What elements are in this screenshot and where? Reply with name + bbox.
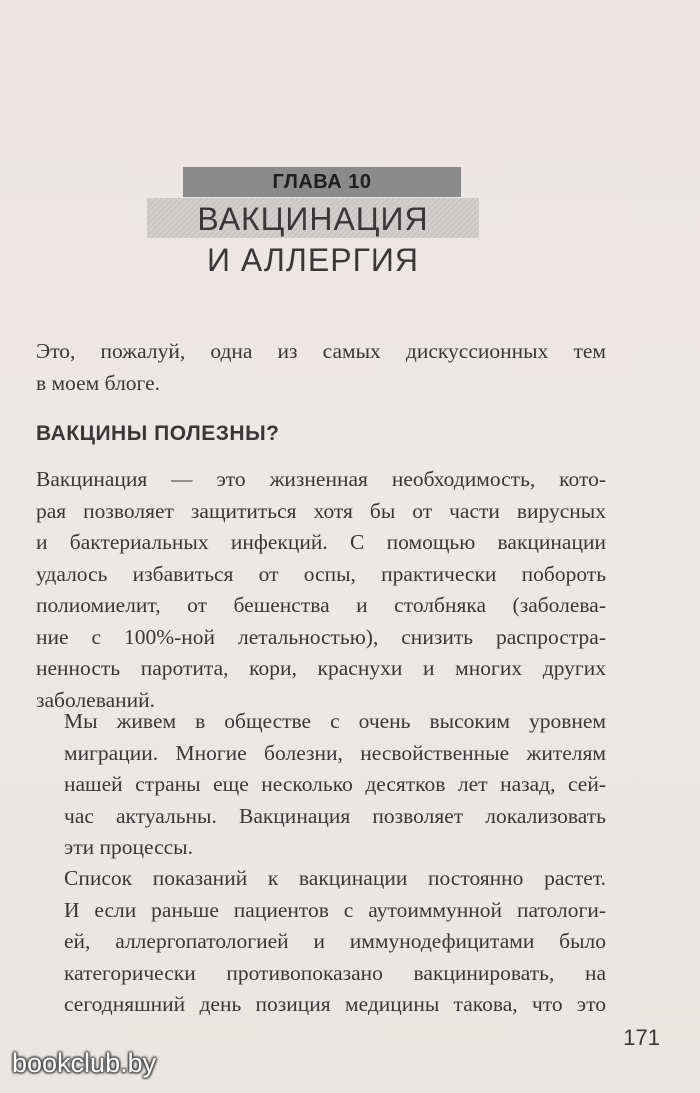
text-line: час актуальны. Вакцинация позволяет локализовать — [64, 803, 606, 828]
text-line: Список показаний к вакцинации постоянно растет. — [64, 866, 606, 890]
text-line: ей, аллергопатологией и иммунодефицитами было — [64, 929, 606, 953]
paragraph-2 — [36, 706, 606, 864]
watermark: bookclub.by — [12, 1048, 157, 1078]
section-heading: ВАКЦИНЫ ПОЛЕЗНЫ? — [36, 422, 280, 445]
paragraph-3 — [36, 863, 606, 1021]
text-line: категорически противопоказано вакцинировать, на — [64, 960, 606, 985]
text-line: заболеваний. — [36, 687, 156, 712]
text-line: эти процессы. — [64, 835, 193, 859]
chapter-title-line-2: И АЛЛЕРГИЯ — [206, 242, 420, 278]
text-line: Вакцинация — это жизненная необходимость, кото- — [36, 467, 606, 491]
text-line: удалось избавиться от оспы, практически побороть — [36, 561, 606, 586]
text-line: миграции. Многие болезни, несвойственные жителям — [64, 740, 606, 765]
intro-paragraph — [36, 336, 606, 399]
chapter-title-line-1: ВАКЦИНАЦИЯ — [197, 201, 429, 237]
text-line: И если раньше пациентов с аутоиммунной патологи- — [64, 897, 606, 922]
page-number: 171 — [623, 1025, 660, 1050]
text-line: и бактериальных инфекций. С помощью вакцинации — [36, 530, 606, 554]
text-line: Мы живем в обществе с очень высоким уровнем — [64, 709, 606, 733]
text-line: сегодняшний день позиция медицины такова, что это — [64, 992, 606, 1016]
text-line: ние с 100%-ной летальностью), снизить распростра- — [36, 624, 606, 649]
text-line: нашей страны еще несколько десятков лет назад, сей- — [64, 772, 606, 796]
paragraph-1 — [36, 464, 606, 716]
text-line: Это, пожалуй, одна из самых дискуссионных тем — [36, 339, 606, 363]
text-line: полиомиелит, от бешенства и столбняка (заболева- — [36, 593, 606, 617]
text-line: рая позволяет защититься хотя бы от части вирусных — [36, 498, 606, 523]
text-line: ненность паротита, кори, краснухи и многих других — [36, 656, 606, 680]
chapter-label: ГЛАВА 10 — [272, 171, 372, 193]
text-line: в моем блоге. — [36, 370, 161, 395]
